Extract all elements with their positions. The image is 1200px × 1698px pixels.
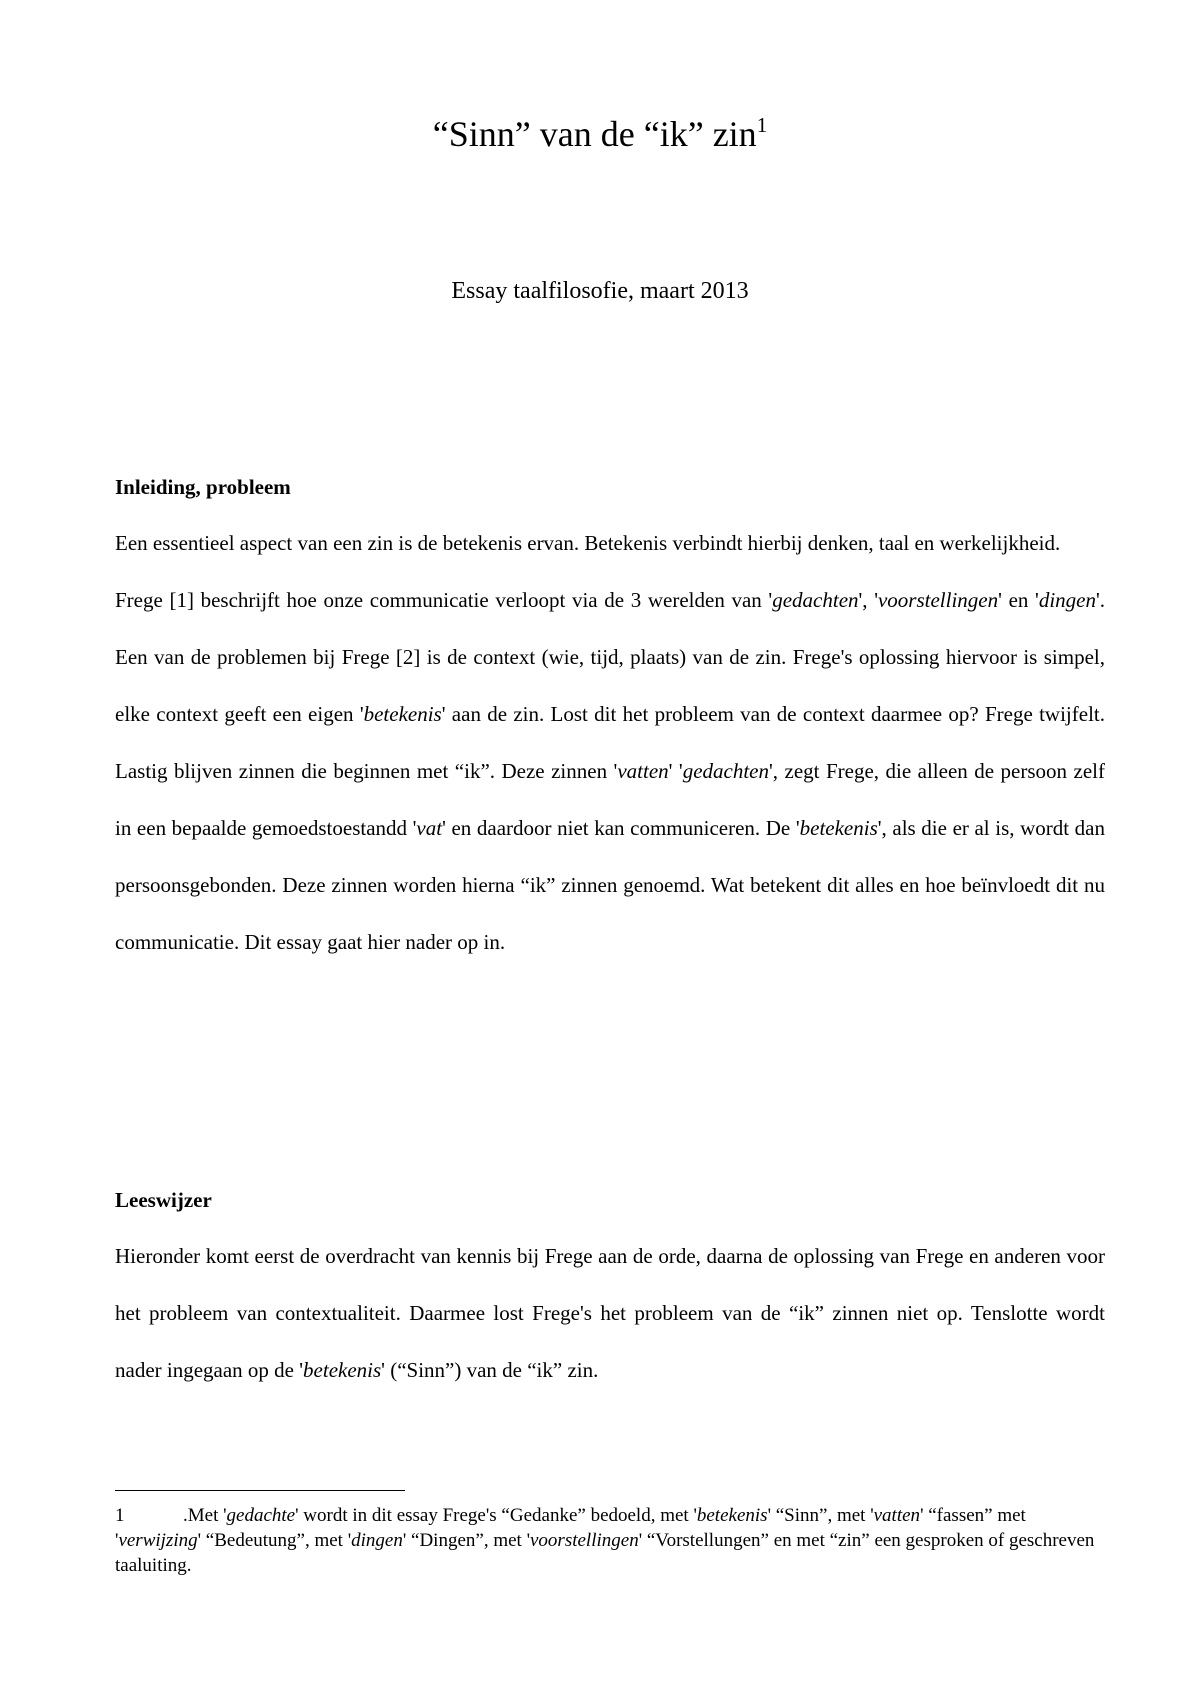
text-run: ' wordt in dit essay Frege's “Gedanke” bedoeld, met ' (295, 1505, 697, 1526)
italic-term: dingen (1038, 588, 1096, 612)
paragraph (115, 1228, 1105, 1399)
section-heading: Inleiding, probleem (115, 475, 291, 499)
italic-term: gedachten (682, 759, 769, 783)
italic-term: vatten (617, 759, 669, 783)
italic-term: betekenis (303, 1358, 382, 1382)
footnote-number: 1 (115, 1505, 125, 1526)
italic-term: betekenis (799, 816, 878, 840)
section-reading-guide (115, 1185, 1105, 1399)
text-run: ', zegt Frege, die alleen de persoon zelf in een bepaalde gemoedstoestandd ' (115, 759, 1105, 840)
text-run: '. Een van de problemen bij Frege [2] is de context (wie, tijd, plaats) van de zin. Frege's oplossing hiervoor is simpel, elke context geeft een eigen ' (115, 588, 1106, 726)
text-run: ' (“Sinn”) van de “ik” zin. (381, 1358, 599, 1382)
text-run: ' en daardoor niet kan communiceren. De ' (442, 816, 800, 840)
text-run: ' “Sinn”, met ' (767, 1505, 874, 1526)
italic-term: gedachte (226, 1505, 296, 1526)
text-run: ' “Bedeutung”, met ' (197, 1530, 352, 1551)
italic-term: voorstellingen (530, 1530, 639, 1551)
text-run: ', ' (858, 588, 878, 612)
section-heading: Leeswijzer (115, 1188, 212, 1212)
paragraph (115, 572, 1105, 971)
footnote (115, 1503, 1105, 1578)
italic-term: vat (416, 816, 443, 840)
text-run: ', als die er al is, wordt dan persoonsgebonden. Deze zinnen worden hierna “ik” zinnen genoemd. Wat betekent dit alles en hoe beïnvloedt dit nu communicatie. Dit essay gaat hier nader op in. (115, 816, 1106, 954)
italic-term: dingen (351, 1530, 403, 1551)
text-run: ' ' (668, 759, 683, 783)
italic-term: verwijzing (118, 1530, 198, 1551)
text-run: ' “fassen” met ' (115, 1505, 1026, 1551)
italic-term: gedachten (772, 588, 859, 612)
italic-term: betekenis (696, 1505, 768, 1526)
text-run: ' aan de zin. Lost dit het probleem van de context daarmee op? Frege twijfelt. Lastig blijven zinnen die beginnen met “ik”. Deze zinnen ' (115, 702, 1105, 783)
text-run: Frege [1] beschrijft hoe onze communicatie verloopt via de 3 werelden van ' (115, 588, 773, 612)
section-introduction (115, 472, 1105, 971)
text-run: ' “Vorstellungen” en met “zin” een gesproken of geschreven taaluiting. (115, 1530, 1095, 1576)
text-run: .Met ' (183, 1505, 227, 1526)
footnote-separator (115, 1490, 405, 1491)
document-subtitle: Essay taalfilosofie, maart 2013 (451, 278, 749, 304)
title-footnote-mark[interactable]: 1 (756, 113, 768, 137)
italic-term: vatten (873, 1505, 921, 1526)
italic-term: betekenis (363, 702, 442, 726)
text-run: ' en ' (998, 588, 1039, 612)
title-text: “Sinn” van de “ik” zin (432, 114, 757, 154)
text-run: ' “Dingen”, met ' (402, 1530, 530, 1551)
paragraph: Een essentieel aspect van een zin is de betekenis ervan. Betekenis verbindt hierbij denken, taal en werkelijkheid. (115, 531, 1061, 555)
italic-term: voorstellingen (877, 588, 999, 612)
document-title (0, 112, 1200, 156)
text-run: Hieronder komt eerst de overdracht van kennis bij Frege aan de orde, daarna de oplossing van Frege en anderen voor het probleem van contextualiteit. Daarmee lost Frege's het probleem van de “ik” zinnen niet op. Tenslotte wordt nader ingegaan op de ' (115, 1244, 1105, 1382)
